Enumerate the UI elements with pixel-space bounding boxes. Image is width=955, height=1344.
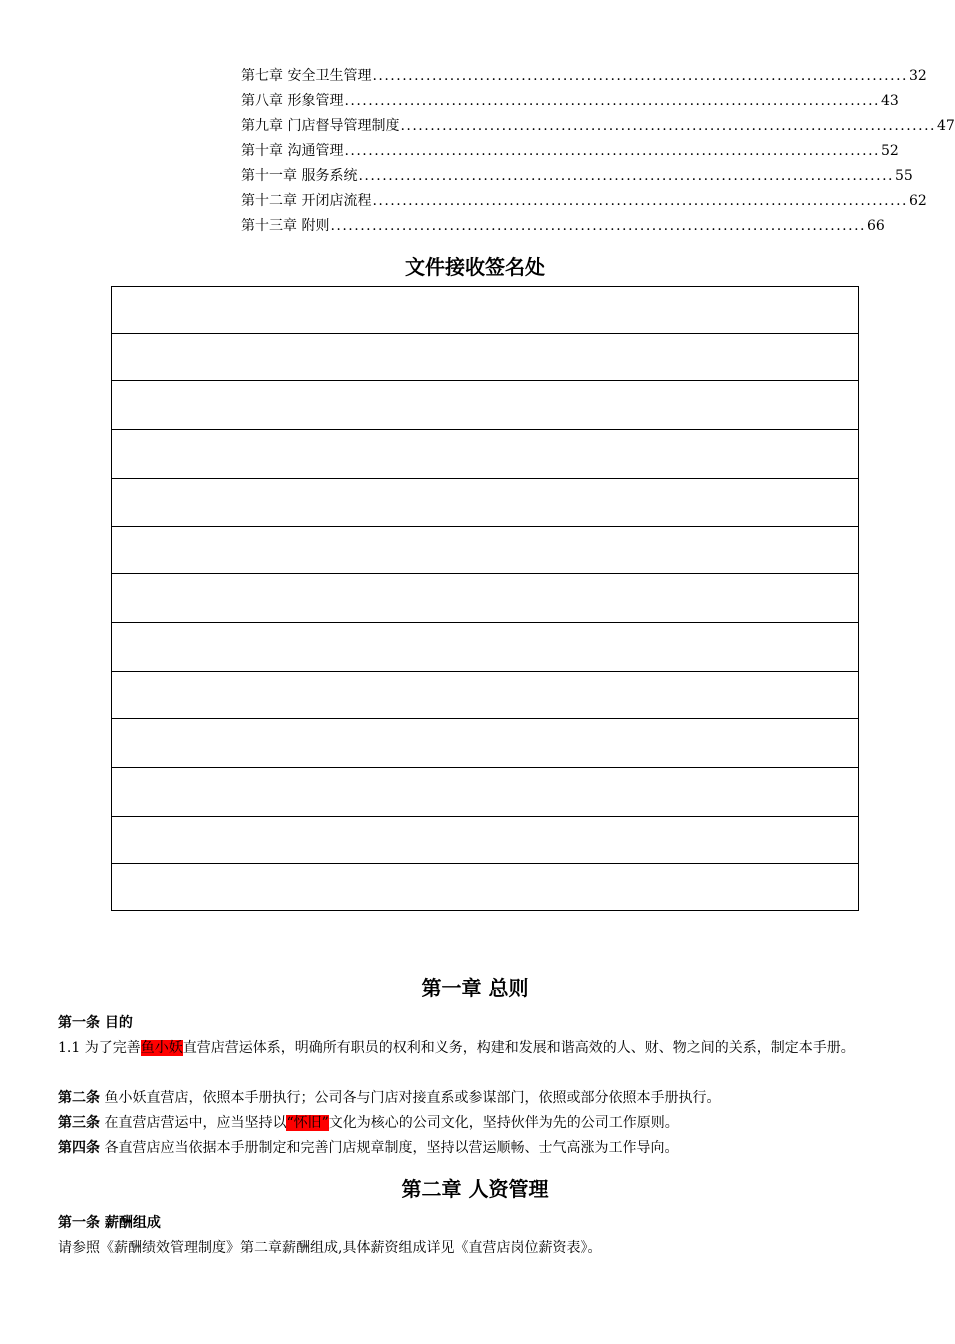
toc-entry[interactable] <box>241 89 899 114</box>
toc-entry-page: 47 <box>936 118 955 134</box>
article-text-segment: 在直营店营运中，应当坚持以 <box>100 1115 287 1131</box>
toc-entry[interactable] <box>241 189 927 214</box>
signature-cell[interactable] <box>112 623 859 672</box>
highlighted-culture-term: “怀旧” <box>286 1115 329 1131</box>
toc-leader-dots: .......................................................................................... <box>344 93 880 109</box>
chapter-1-article-1-text <box>58 1036 898 1061</box>
toc-entry[interactable] <box>241 164 913 189</box>
signature-cell[interactable] <box>112 672 859 719</box>
toc-entry-label: 第七章 安全卫生管理 <box>241 68 372 84</box>
toc-entry[interactable] <box>241 64 927 89</box>
toc-leader-dots: .......................................................................................... <box>372 68 908 84</box>
chapter-2-title: 第二章 人资管理 <box>401 1177 549 1201</box>
article-text: 各直营店应当依据本手册制定和完善门店规章制度，坚持以营运顺畅、士气高涨为工作导向。 <box>100 1140 679 1156</box>
toc-leader-dots: .......................................................................................... <box>358 168 894 184</box>
signature-cell[interactable] <box>112 574 859 623</box>
toc-entry[interactable] <box>241 214 885 239</box>
toc-entry-page: 62 <box>908 193 927 209</box>
article-text-segment: 1.1 为了完善 <box>58 1040 141 1056</box>
chapter-1-article-1-heading: 第一条 目的 <box>58 1015 133 1031</box>
signature-cell[interactable] <box>112 719 859 768</box>
table-of-contents <box>241 64 955 239</box>
toc-entry-page: 55 <box>894 168 913 184</box>
toc-entry-label: 第十二章 开闭店流程 <box>241 193 372 209</box>
article-text-segment: 直营店营运体系，明确所有职员的权利和义务，构建和发展和谐高效的人、财、物之间的关系，制定本手册。 <box>182 1040 855 1056</box>
toc-entry-label: 第十一章 服务系统 <box>241 168 358 184</box>
signature-cell[interactable] <box>112 381 859 430</box>
toc-entry-label: 第九章 门店督导管理制度 <box>241 118 400 134</box>
signature-section-title: 文件接收签名处 <box>405 255 545 279</box>
toc-leader-dots: .......................................................................................... <box>344 143 880 159</box>
signature-cell[interactable] <box>112 479 859 527</box>
chapter-1-title: 第一章 总则 <box>421 976 529 1000</box>
chapter-1-article-2 <box>58 1086 898 1111</box>
toc-entry[interactable] <box>241 114 955 139</box>
toc-leader-dots: .......................................................................................... <box>372 193 908 209</box>
toc-entry-page: 66 <box>866 218 885 234</box>
signature-cell[interactable] <box>112 817 859 864</box>
signature-cell[interactable] <box>112 334 859 381</box>
toc-entry-label: 第十章 沟通管理 <box>241 143 344 159</box>
toc-entry-page: 52 <box>880 143 899 159</box>
article-label: 第四条 <box>58 1140 100 1156</box>
toc-leader-dots: .......................................................................................... <box>400 118 936 134</box>
signature-cell[interactable] <box>112 864 859 911</box>
toc-entry-page: 32 <box>908 68 927 84</box>
signature-cell[interactable] <box>112 287 859 334</box>
toc-leader-dots: .......................................................................................... <box>330 218 866 234</box>
article-label: 第二条 <box>58 1090 100 1106</box>
signature-cell[interactable] <box>112 768 859 817</box>
signature-table <box>111 286 859 911</box>
chapter-2-article-1-text: 请参照《薪酬绩效管理制度》第二章薪酬组成,具体薪资组成详见《直营店岗位薪资表》。 <box>58 1240 602 1256</box>
signature-cell[interactable] <box>112 527 859 574</box>
highlighted-brand-name: 鱼小妖 <box>140 1040 183 1056</box>
chapter-1-article-3 <box>58 1111 898 1136</box>
toc-entry-page: 43 <box>880 93 899 109</box>
toc-entry-label: 第十三章 附则 <box>241 218 330 234</box>
article-text: 鱼小妖直营店，依照本手册执行；公司各与门店对接直系或参谋部门，依照或部分依照本手册执行。 <box>100 1090 721 1106</box>
chapter-1-article-4 <box>58 1136 898 1161</box>
toc-entry[interactable] <box>241 139 899 164</box>
article-label: 第三条 <box>58 1115 100 1131</box>
chapter-2-article-1-heading: 第一条 薪酬组成 <box>58 1215 161 1231</box>
signature-cell[interactable] <box>112 430 859 479</box>
toc-entry-label: 第八章 形象管理 <box>241 93 344 109</box>
article-text-segment: 文化为核心的公司文化，坚持伙伴为先的公司工作原则。 <box>328 1115 679 1131</box>
